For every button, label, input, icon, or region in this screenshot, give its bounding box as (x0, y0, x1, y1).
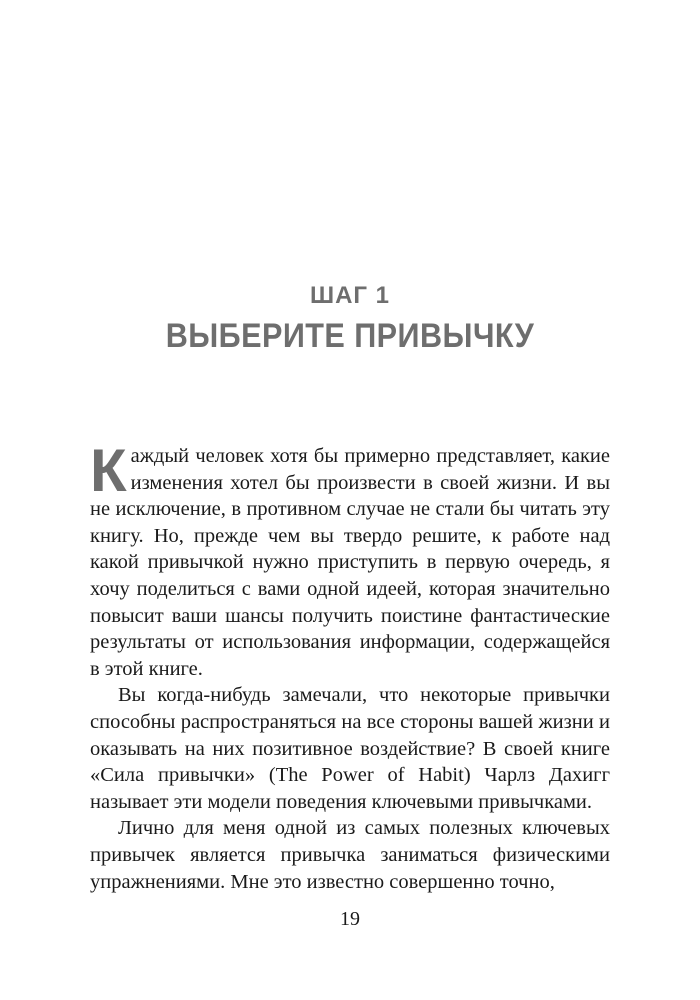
drop-cap-letter: К (90, 437, 127, 504)
paragraph-1-text: аждый человек хотя бы примерно представляет, какие изменения хотел бы произвести в своей жизни. И вы не исключение, в противном случае не стали бы читать эту книгу. Но, прежде чем вы твердо решите, к работе над какой привычкой нужно приступить в первую очередь, я хочу поделиться с вами одной идеей, которая значительно повысит ваши шансы получить поистине фантастические результаты от использования информации, содержащейся в этой книге. (90, 445, 610, 680)
chapter-title: ВЫБЕРИТЕ ПРИВЫЧКУ (165, 317, 535, 355)
paragraph-2: Вы когда-нибудь замечали, что некоторые привычки способны распространяться на все стороны вашей жизни и оказывать на них позитивное воздействие? В своей книге «Сила привычки» (The Power of Habit) Чарлз Дахигг называет эти модели поведения ключевыми привычками. (90, 684, 610, 813)
page-number: 19 (340, 908, 360, 930)
body-text (90, 437, 610, 895)
paragraph-1 (90, 437, 610, 682)
paragraph-3: Лично для меня одной из самых полезных ключевых привычек является привычка заниматься физическими упражнениями. Мне это известно совершенно точно, (90, 817, 610, 893)
chapter-heading (0, 282, 700, 358)
drop-cap (90, 437, 127, 504)
step-label: ШАГ 1 (309, 282, 391, 309)
